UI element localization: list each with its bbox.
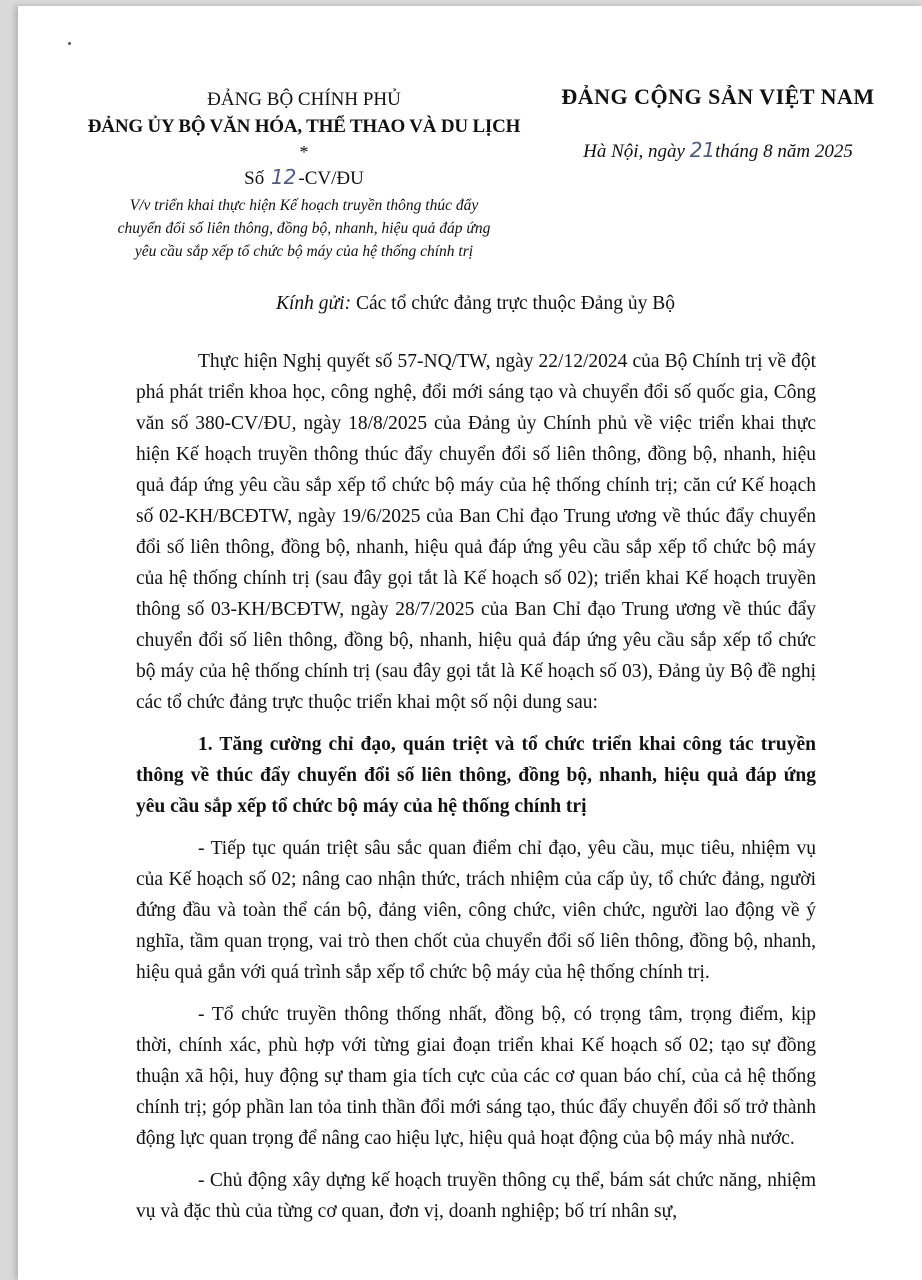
subject <box>84 194 524 263</box>
recipient-label: Kính gửi: <box>276 293 352 314</box>
bullet-paragraph: - Tiếp tục quán triệt sâu sắc quan điểm chỉ đạo, yêu cầu, mục tiêu, nhiệm vụ của Kế hoạch số 02; nâng cao nhận thức, trách nhiệm của cấp ủy, tổ chức đảng, người đứng đầu và toàn thể cán bộ, đảng viên, công chức, viên chức, người lao động về ý nghĩa, tầm quan trọng, vai trò then chốt của chuyển đổi số liên thông, đồng bộ, nhanh, hiệu quả gắn với quá trình sắp xếp tổ chức bộ máy của hệ thống chính trị. <box>136 838 816 983</box>
bullet-paragraph: - Tổ chức truyền thông thống nhất, đồng bộ, có trọng tâm, trọng điểm, kịp thời, chính xác, phù hợp với từng giai đoạn triển khai Kế hoạch số 02; tạo sự đồng thuận xã hội, huy động sự tham gia tích cực của các cơ quan báo chí, của cả hệ thống chính trị; góp phần lan tỏa tinh thần đổi mới sáng tạo, thúc đẩy chuyển đổi số trở thành động lực quan trọng để nâng cao hiệu lực, hiệu quả hoạt động của bộ máy nhà nước. <box>136 1004 816 1149</box>
recipient <box>276 293 675 315</box>
paragraph-intro: Thực hiện Nghị quyết số 57-NQ/TW, ngày 22/12/2024 của Bộ Chính trị về đột phá phát triển khoa học, công nghệ, đổi mới sáng tạo và chuyển đổi số quốc gia, Công văn số 380-CV/ĐU, ngày 18/8/2025 của Đảng ủy Chính phủ về việc triển khai thực hiện Kế hoạch truyền thông thúc đẩy chuyển đổi số liên thông, đồng bộ, nhanh, hiệu quả đáp ứng yêu cầu sắp xếp tổ chức bộ máy của hệ thống chính trị; căn cứ Kế hoạch số 02-KH/BCĐTW, ngày 19/6/2025 của Ban Chỉ đạo Trung ương về thúc đẩy chuyển đổi số liên thông, đồng bộ, nhanh, hiệu quả đáp ứng yêu cầu sắp xếp tổ chức bộ máy của hệ thống chính trị (sau đây gọi tắt là Kế hoạch số 02); triển khai Kế hoạch truyền thông số 03-KH/BCĐTW, ngày 28/7/2025 của Ban Chỉ đạo Trung ương về thúc đẩy chuyển đổi số liên thông, đồng bộ, nhanh, hiệu quả đáp ứng yêu cầu sắp xếp tổ chức bộ máy của hệ thống chính trị (sau đây gọi tắt là Kế hoạch số 03), Đảng ủy Bộ đề nghị các tổ chức đảng trực thuộc triển khai một số nội dung sau: <box>136 351 816 713</box>
doc-no-handwritten: 12 <box>270 165 297 189</box>
scan-speck <box>68 42 71 45</box>
subject-line: V/v triển khai thực hiện Kế hoạch truyền thông thúc đẩy <box>129 197 479 214</box>
doc-no-suffix: -CV/ĐU <box>298 168 364 189</box>
party-name: ĐẢNG CỘNG SẢN VIỆT NAM <box>561 84 875 109</box>
document-body <box>136 346 816 1238</box>
date-suffix: tháng 8 năm 2025 <box>715 141 853 162</box>
recipient-text: Các tổ chức đảng trực thuộc Đảng ủy Bộ <box>355 293 675 314</box>
org-parent: ĐẢNG BỘ CHÍNH PHỦ <box>207 89 401 110</box>
document-number <box>84 164 524 192</box>
org-name: ĐẢNG ỦY BỘ VĂN HÓA, THỂ THAO VÀ DU LỊCH <box>87 116 521 137</box>
issuer-block <box>84 86 524 263</box>
document-page <box>18 6 922 1280</box>
doc-no-prefix: Số <box>244 168 265 189</box>
date-prefix: Hà Nội, ngày <box>583 141 685 162</box>
bullet-paragraph: - Chủ động xây dựng kế hoạch truyền thông cụ thể, bám sát chức năng, nhiệm vụ và đặc thù của từng cơ quan, đơn vị, doanh nghiệp; bố trí nhân sự, <box>136 1170 816 1222</box>
section-heading: 1. Tăng cường chỉ đạo, quán triệt và tổ chức triển khai công tác truyền thông về thúc đẩy chuyển đổi số liên thông, đồng bộ, nhanh, hiệu quả đáp ứng yêu cầu sắp xếp tổ chức bộ máy của hệ thống chính trị <box>136 734 816 817</box>
date-handwritten: 21 <box>689 138 716 162</box>
subject-line: chuyển đổi số liên thông, đồng bộ, nhanh, hiệu quả đáp ứng <box>117 220 491 237</box>
party-block <box>518 80 918 163</box>
issue-date <box>518 138 918 163</box>
subject-line: yêu cầu sắp xếp tổ chức bộ máy của hệ thống chính trị <box>134 243 474 260</box>
star-mark: * <box>299 142 309 162</box>
